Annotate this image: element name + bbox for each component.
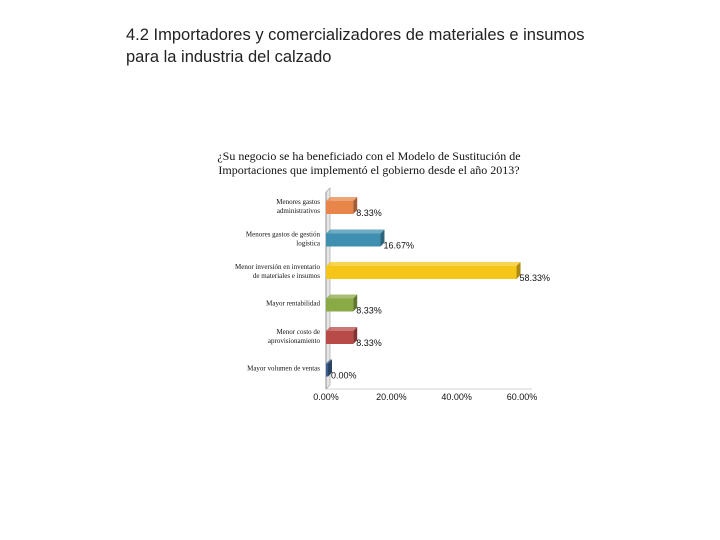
bar-top-5 [326,327,357,331]
value-label-3: 58.33% [519,273,551,283]
bar-top-4 [326,295,357,299]
x-tick-label-2: 20.00% [376,392,407,402]
chart-title-line-2: Importaciones que implementó el gobierno desde el año 2013? [218,163,520,177]
heading-line-1: 4.2 Importadores y comercializadores de materiales e insumos [126,26,585,44]
category-label-2-2: logística [296,239,320,248]
bar-top-3 [326,262,521,266]
plot-area [235,188,550,402]
axis-wall [326,188,330,389]
category-label-6-1: Mayor volumen de ventas [247,364,320,373]
category-label-2-1: Menores gastos de gestión [245,230,320,239]
category-label-1-1: Menores gastos [276,198,320,206]
value-label-6: 0.00% [331,370,357,381]
category-label-3-2: de materiales e insumos [252,272,320,280]
heading-line-2: para la industria del calzado [126,48,332,66]
category-label-5-2: aprovisionamiento [267,337,320,345]
value-label-4: 8.33% [356,305,382,316]
bar-2 [326,234,380,247]
bar-top-1 [326,197,357,201]
x-tick-label-3: 40.00% [441,392,472,402]
bar-5 [326,331,353,344]
value-label-5: 8.33% [356,338,382,348]
category-label-3-1: Menor inversión en inventario [235,263,320,271]
chart-title-line-1: ¿Su negocio se ha beneficiado con el Modelo de Sustitución de [217,149,521,163]
bar-6 [326,364,328,377]
x-tick-label-1: 0.00% [313,392,339,402]
category-label-4-1: Mayor rentabilidad [266,299,320,308]
category-label-5-1: Menor costo de [276,328,320,336]
bar-top-2 [326,230,384,234]
value-label-2: 16.67% [383,240,414,251]
bar-1 [326,201,353,214]
bar-3 [326,266,517,279]
value-label-1: 8.33% [356,208,382,218]
x-tick-label-4: 60.00% [506,392,538,402]
bar-4 [326,299,353,312]
category-label-1-2: administrativos [276,207,320,215]
